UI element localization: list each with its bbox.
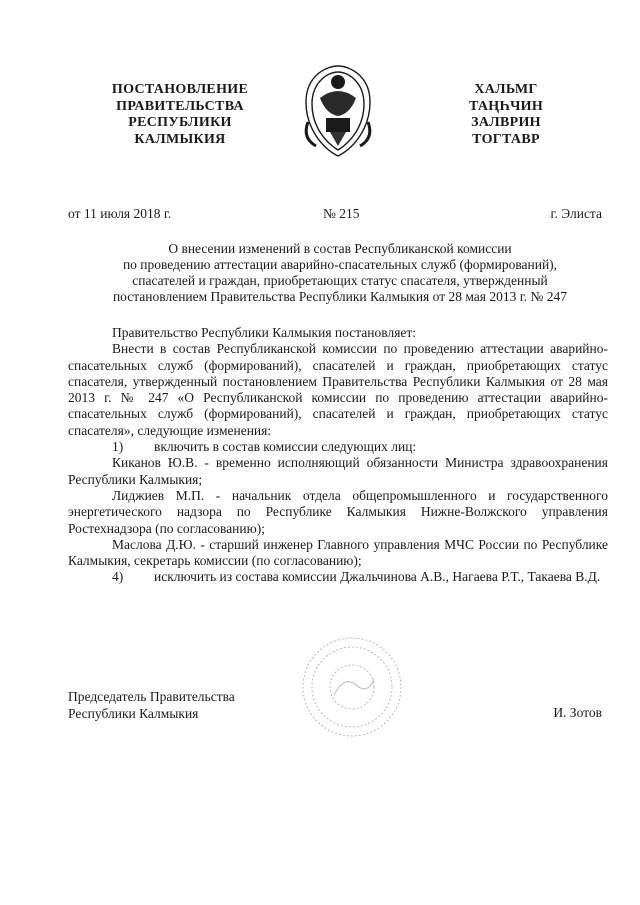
title-line: О внесении изменений в состав Республиканской комиссии: [168, 241, 512, 256]
header-right-title: [448, 82, 564, 148]
signatory-title-line: Республики Калмыкия: [68, 706, 199, 721]
document-body: [68, 325, 608, 586]
header-right-line: ЗАЛВРИН: [471, 115, 541, 130]
header-left-line: ПРАВИТЕЛЬСТВА: [116, 98, 244, 114]
document-date: от 11 июля 2018 г.: [68, 206, 172, 221]
title-line: постановлением Правительства Республики Калмыкия от 28 мая 2013 г. № 247: [112, 289, 568, 304]
intro-paragraph: Правительство Республики Калмыкия постановляет:: [112, 325, 417, 340]
person-2: Лиджиев М.П. - начальник отдела общепромышленного и государственного энергетического надзора по Республике Калмыкия Нижне-Волжского управления Ростехнадзора (по согласованию);: [68, 487, 608, 536]
header-left-line: РЕСПУБЛИКИ: [128, 115, 232, 130]
item-1-text: включить в состав комиссии следующих лиц:: [154, 439, 417, 455]
signatory-name: И. Зотов: [553, 705, 602, 720]
item-2: [68, 569, 608, 585]
document-title: [60, 241, 620, 305]
header-left-title: [92, 82, 268, 148]
header-right-line: ХАЛЬМГ: [474, 82, 538, 97]
title-line: спасателей и граждан, приобретающих статус спасателя, утвержденный: [132, 273, 548, 288]
title-line: по проведению аттестации аварийно-спасательных служб (формирований),: [122, 257, 558, 272]
person-3: Маслова Д.Ю. - старший инженер Главного управления МЧС России по Республике Калмыкия, секретарь комиссии (по согласованию);: [68, 536, 608, 569]
signatory-title-line: Председатель Правительства: [68, 689, 235, 704]
header-left-line: КАЛМЫКИЯ: [134, 131, 226, 147]
item-1-number: 1): [112, 439, 124, 455]
item-1: [68, 439, 608, 455]
header-right-line: ТОГТАВР: [472, 131, 540, 147]
person-1: Киканов Ю.В. - временно исполняющий обязанности Министра здравоохранения Республики Калмыкия;: [68, 455, 608, 487]
signatory-title: [68, 688, 235, 722]
main-paragraph: Внести в состав Республиканской комиссии по проведению аттестации аварийно-спасательных служб (формирований), спасателей и граждан, приобретающих статус спасателя, утвержденный постановлением Правительства Республики Калмыкия от 28 мая 2013 г. № 247 «О Республиканской комиссии по проведению аттестации аварийно-спасательных служб (формирований), спасателей и граждан, приобретающих статус спасателя», следующие изменения:: [68, 341, 608, 438]
official-stamp: [300, 635, 404, 739]
header-left-line: ПОСТАНОВЛЕНИЕ: [111, 82, 249, 97]
document-city: г. Элиста: [550, 206, 602, 221]
document-number: № 215: [323, 206, 360, 221]
item-2-text: исключить из состава комиссии Джальчинова А.В., Нагаева Р.Т., Такаева В.Д.: [154, 569, 601, 585]
header-right-line: ТАҢҺЧИН: [468, 98, 544, 114]
item-2-number: 4): [112, 569, 124, 585]
coat-of-arms-emblem: [296, 62, 380, 162]
